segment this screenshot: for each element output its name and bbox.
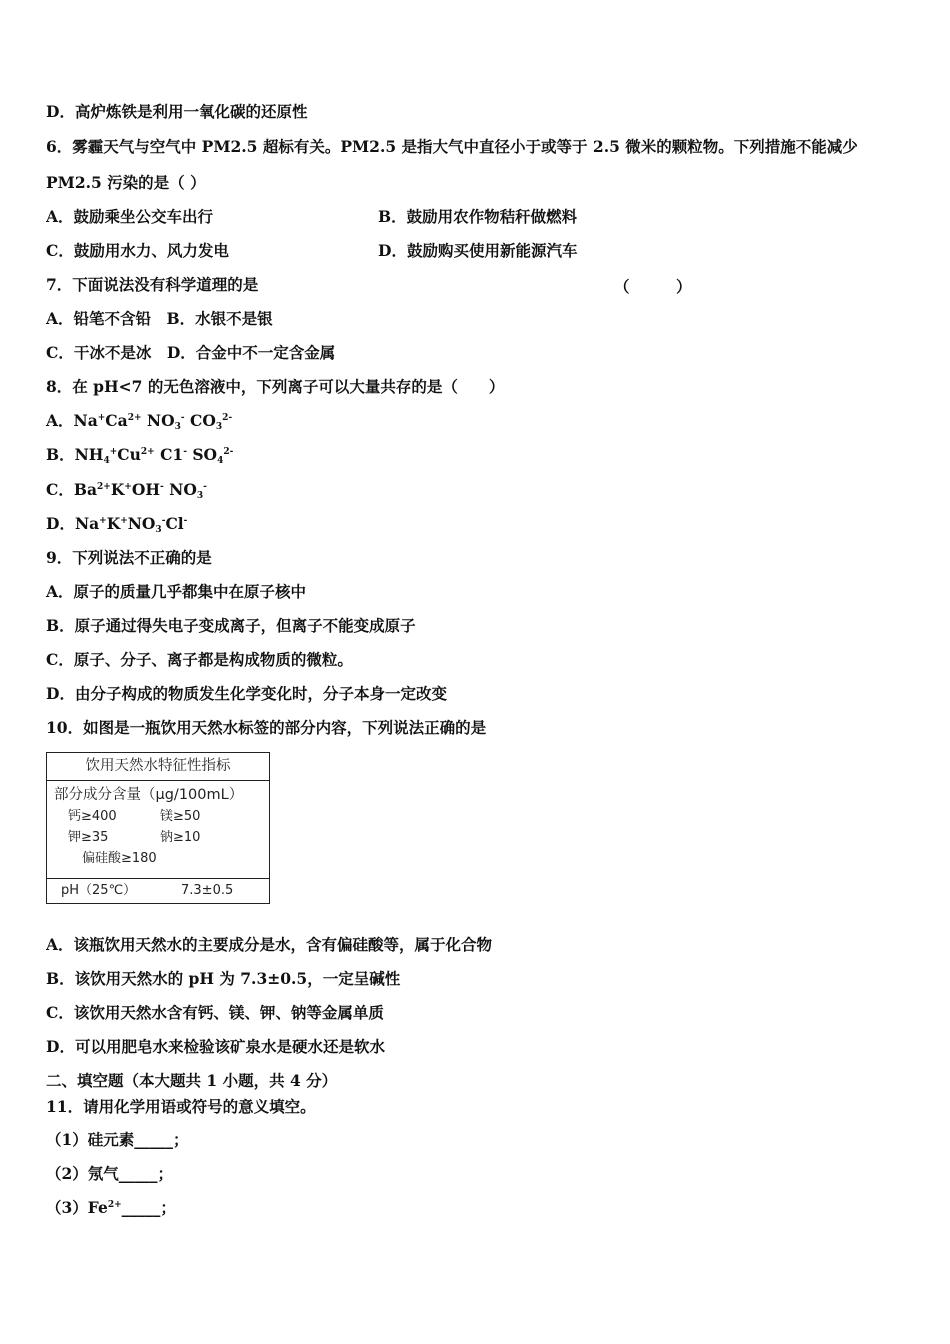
q6-option-d: D．鼓励购买使用新能源汽车 xyxy=(378,241,578,260)
q7-options-cd: C．干冰不是冰 D．合金中不一定含金属 xyxy=(46,343,336,362)
calcium-value: 钙≥400 xyxy=(68,809,117,824)
q10-stem: 10．如图是一瓶饮用天然水标签的部分内容，下列说法正确的是 xyxy=(46,718,487,737)
q7-options-ab: A．铅笔不含铅 B．水银不是银 xyxy=(46,309,273,328)
section-2-title: 二、填空题（本大题共 1 小题，共 4 分） xyxy=(46,1071,338,1090)
q11-stem: 11．请用化学用语或符号的意义填空。 xyxy=(46,1097,316,1116)
q9-option-d: D．由分子构成的物质发生化学变化时，分子本身一定改变 xyxy=(46,684,447,703)
q9-option-b: B．原子通过得失电子变成离子，但离子不能变成原子 xyxy=(46,616,416,635)
ph-label: pH（25℃） xyxy=(61,883,137,898)
q8-option-a: A．$Na^+Ca^{2+}$ $NO_3^-$ $CO_3^{2-}$ xyxy=(46,411,233,432)
q6-option-a: A．鼓励乘坐公交车出行 xyxy=(46,207,214,226)
q10-option-c: C．该饮用天然水含有钙、镁、钾、钠等金属单质 xyxy=(46,1003,384,1022)
q11-part3: $(3)Fe^{2+}\_\_\_\_\_$； xyxy=(46,1198,176,1217)
q10-option-a: A．该瓶饮用天然水的主要成分是水，含有偏硅酸等，属于化合物 xyxy=(46,935,493,954)
water-label-table xyxy=(46,752,270,904)
q10-option-d: D．可以用肥皂水来检验该矿泉水是硬水还是软水 xyxy=(46,1037,385,1056)
q5-option-d: D．高炉炼铁是利用一氧化碳的还原性 xyxy=(46,102,308,121)
q6-option-b: B．鼓励用农作物秸秆做燃料 xyxy=(378,207,578,226)
q6-stem-line2: PM2.5 污染的是（ ） xyxy=(46,173,206,192)
q8-option-b: B．$NH_4^+Cu^{2+}$ C1- $SO_4^{2-}$ xyxy=(46,445,234,466)
metasilicic-acid-value: 偏硅酸≥180 xyxy=(82,851,157,866)
water-label-title: 饮用天然水特征性指标 xyxy=(47,753,269,781)
q6-option-c: C．鼓励用水力、风力发电 xyxy=(46,241,229,260)
magnesium-value: 镁≥50 xyxy=(160,809,201,824)
q8-option-c: C．$Ba^{2+}K^+OH^-$ $NO_3^-$ xyxy=(46,480,207,501)
q10-option-b: B．该饮用天然水的 pH 为 7.3±0.5，一定呈碱性 xyxy=(46,969,401,988)
sodium-value: 钠≥10 xyxy=(160,830,201,845)
q9-option-c: C．原子、分子、离子都是构成物质的微粒。 xyxy=(46,650,353,669)
q9-stem: 9．下列说法不正确的是 xyxy=(46,548,212,567)
q11-part1: （1）硅元素_____； xyxy=(46,1130,189,1149)
ph-value: 7.3±0.5 xyxy=(181,883,234,898)
q8-stem: 8．在 pH<7 的无色溶液中，下列离子可以大量共存的是（ ） xyxy=(46,377,505,396)
q9-option-a: A．原子的质量几乎都集中在原子核中 xyxy=(46,582,307,601)
q8-option-d: D．$Na^+K^+NO_3^-Cl^-$ xyxy=(46,514,188,535)
q7-answer-paren: （ ） xyxy=(614,277,692,296)
q11-part2: （2）氖气_____； xyxy=(46,1164,174,1183)
q7-stem: 7．下面说法没有科学道理的是 xyxy=(46,275,259,294)
water-label-subtitle: 部分成分含量（μg/100mL） xyxy=(54,787,244,803)
ph-row xyxy=(47,878,269,903)
q6-stem-line1: 6．雾霾天气与空气中 PM2.5 超标有关。PM2.5 是指大气中直径小于或等于 2.5 微米的颗粒物。下列措施不能减少 xyxy=(46,137,858,156)
potassium-value: 钾≥35 xyxy=(68,830,109,845)
